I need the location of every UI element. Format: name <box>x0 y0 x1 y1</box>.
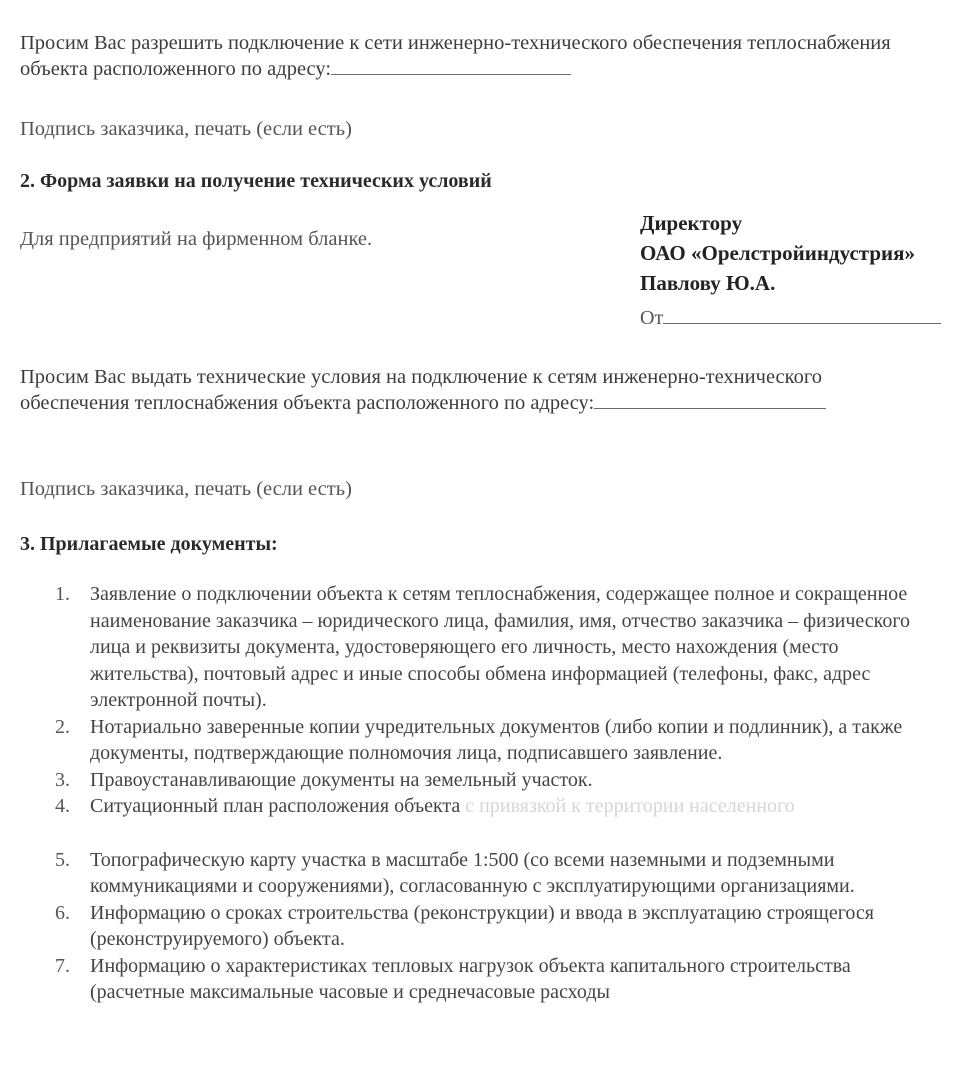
list-item <box>55 900 945 953</box>
list-item-number: 3. <box>55 768 70 791</box>
list-item-faded-text: с привязкой к территории населенного <box>465 795 795 817</box>
addressee-name: Павлову Ю.А. <box>640 271 776 295</box>
list-item-text: Топографическую карту участка в масштабе 1:500 (со всеми наземными и подземными коммуникациями и сооружениями), согласованную с эксплуатирующими организациями. <box>90 848 855 897</box>
list-item-text: Информацию о сроках строительства (реконструкции) и ввода в эксплуатацию строящегося (реконструируемого) объекта. <box>90 901 874 950</box>
list-item-number: 1. <box>55 583 70 605</box>
list-item-number: 7. <box>55 954 70 977</box>
attached-documents-list <box>55 581 945 1006</box>
list-item-number: 5. <box>55 848 70 871</box>
from-blank-line <box>663 305 941 324</box>
connection-request-paragraph <box>20 30 900 82</box>
list-item-number: 2. <box>55 715 70 738</box>
address-blank-line-2 <box>594 390 826 409</box>
list-item-text: Информацию о характеристиках тепловых нагрузок объекта капитального строительства (расчетные максимальные часовые и среднечасовые расходы <box>90 954 851 1003</box>
tech-conditions-request-text: Просим Вас выдать технические условия на подключение к сетям инженерно-технического обеспечения теплоснабжения объекта расположенного по адресу: <box>20 366 822 414</box>
section-2-heading: 2. Форма заявки на получение технических условий <box>20 170 492 192</box>
from-label: От <box>640 307 664 329</box>
list-item-number: 6. <box>55 901 70 924</box>
list-item <box>55 793 945 820</box>
connection-request-text: Просим Вас разрешить подключение к сети инженерно-технического обеспечения теплоснабжения объекта расположенного по адресу: <box>20 32 891 80</box>
list-item-text: Заявление о подключении объекта к сетям теплоснабжения, содержащее полное и сокращенное наименование заказчика – юридического лица, фамилия, имя, отчество заказчика – физического лица и реквизиты документа, удостоверяющего его личность, место нахождения (место жительства), почтовый адрес и иные способы обмена информацией (телефоны, факс, адрес электронной почты). <box>90 583 911 711</box>
tech-conditions-request-paragraph <box>20 364 850 416</box>
from-line <box>640 305 941 330</box>
address-blank-line <box>331 56 571 75</box>
list-item <box>55 767 945 794</box>
section-3-heading: 3. Прилагаемые документы: <box>20 533 278 555</box>
addressee-title: Директору <box>640 211 743 235</box>
addressee-organization: ОАО «Орелстройиндустрия» <box>640 241 915 265</box>
list-item-text: Правоустанавливающие документы на земельный участок. <box>90 768 593 791</box>
list-item-number: 4. <box>55 795 70 817</box>
letterhead-note: Для предприятий на фирменном бланке. <box>20 228 373 250</box>
addressee-block <box>640 208 915 298</box>
signature-line-2: Подпись заказчика, печать (если есть) <box>20 478 352 500</box>
list-item-text: Нотариально заверенные копии учредительных документов (либо копии и подлинник), а также документы, подтверждающие полномочия лица, подписавшего заявление. <box>90 715 903 764</box>
list-item <box>55 847 945 900</box>
list-item <box>55 714 945 767</box>
list-item <box>55 953 945 1006</box>
list-item-text: Ситуационный план расположения объекта <box>90 795 461 817</box>
list-item <box>55 581 945 714</box>
signature-line-1: Подпись заказчика, печать (если есть) <box>20 118 352 140</box>
